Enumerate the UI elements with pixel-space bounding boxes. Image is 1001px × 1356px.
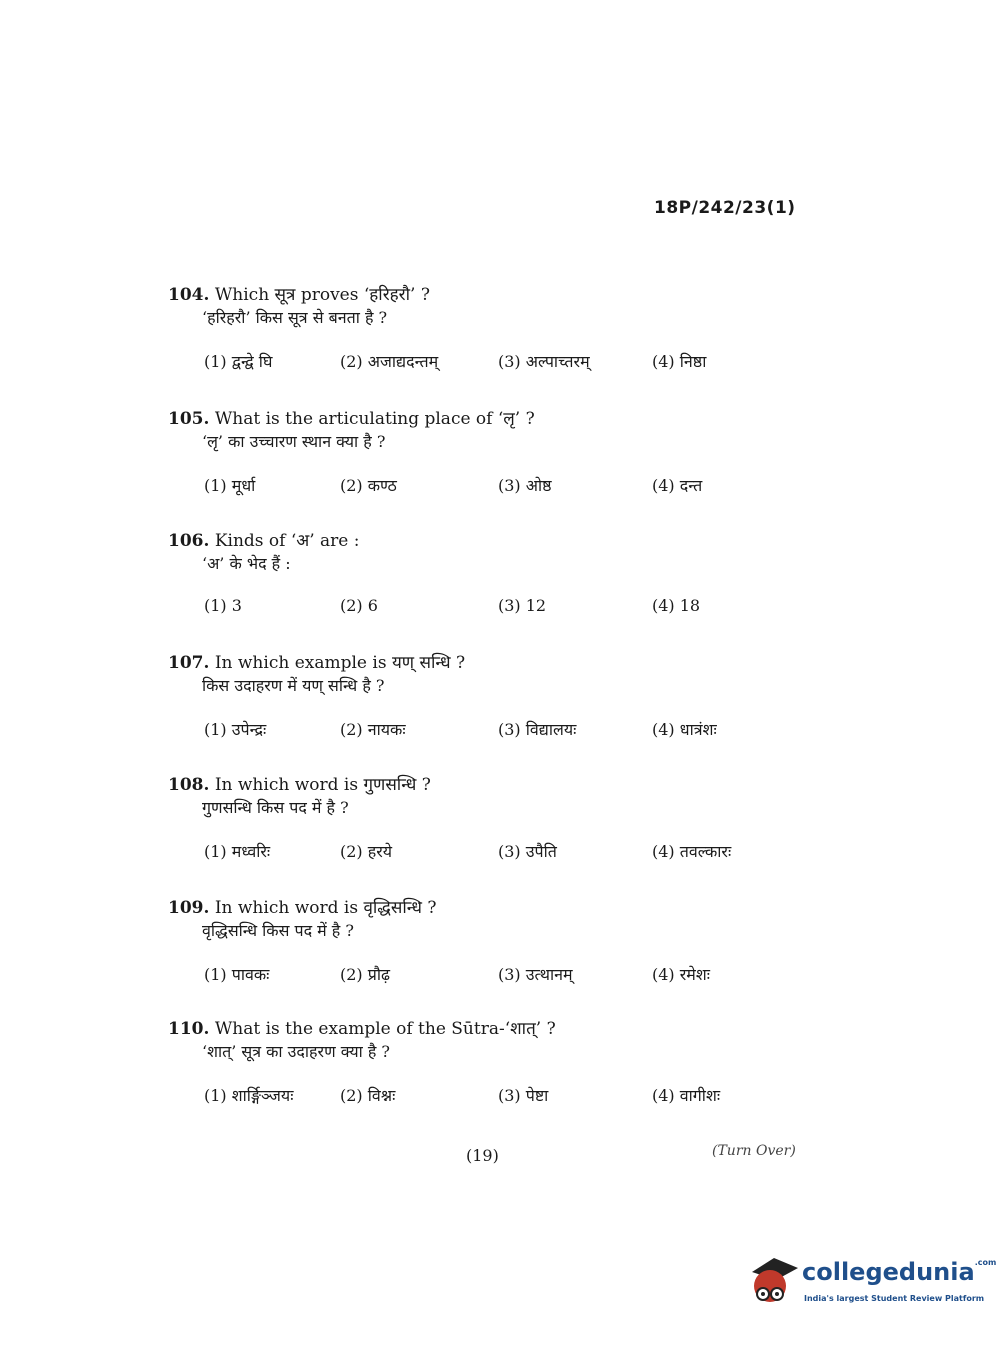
option-4: (4) वागीशः <box>652 1086 721 1105</box>
option-3: (3) ओष्ठ <box>498 476 552 495</box>
question-number: 105. <box>168 409 210 429</box>
brand-name: collegedunia <box>802 1258 975 1286</box>
option-2: (2) कण्ठ <box>340 476 397 495</box>
option-3: (3) पेष्टा <box>498 1086 549 1105</box>
question-text-hi: किस उदाहरण में यण् सन्धि है ? <box>202 676 385 695</box>
option-2: (2) प्रौढ़ <box>340 965 391 984</box>
option-1: (1) 3 <box>204 596 242 615</box>
question-number: 110. <box>168 1019 210 1039</box>
turn-over-note: (Turn Over) <box>712 1143 796 1159</box>
question-text-hi: ‘अ’ के भेद हैं : <box>202 554 291 573</box>
question-text-en: In which example is यण् सन्धि ? <box>214 653 466 673</box>
option-3: (3) उत्थानम् <box>498 965 573 984</box>
question-text-hi: गुणसन्धि किस पद में है ? <box>202 798 349 817</box>
collegedunia-watermark <box>744 1250 997 1312</box>
option-2: (2) विश्नः <box>340 1086 396 1105</box>
question-number: 106. <box>168 531 210 551</box>
mascot-icon <box>744 1250 800 1312</box>
question-text-en: In which word is वृद्धिसन्धि ? <box>214 898 437 918</box>
option-4: (4) निष्ठा <box>652 352 707 371</box>
question-text-en: Which सूत्र proves ‘हरिहरौ’ ? <box>214 285 430 305</box>
option-1: (1) द्वन्द्वे घि <box>204 352 273 371</box>
question-text-hi: ‘हरिहरौ’ किस सूत्र से बनता है ? <box>202 308 388 327</box>
brand-tagline: India's largest Student Review Platform <box>804 1294 985 1303</box>
question-text-en: Kinds of ‘अ’ are : <box>214 531 360 551</box>
option-1: (1) मध्वरिः <box>204 842 271 861</box>
option-4: (4) धात्रंशः <box>652 720 717 739</box>
option-4: (4) दन्त <box>652 476 703 495</box>
option-2: (2) हरये <box>340 842 393 861</box>
question-text-hi: ‘शात्’ सूत्र का उदाहरण क्या है ? <box>202 1042 390 1061</box>
option-4: (4) तवल्कारः <box>652 842 732 861</box>
question-text-hi: वृद्धिसन्धि किस पद में है ? <box>202 921 354 940</box>
option-1: (1) शार्ङ्गिञ्जयः <box>204 1086 294 1105</box>
question-text-hi: ‘लृ’ का उच्चारण स्थान क्या है ? <box>202 432 386 451</box>
option-3: (3) उपैति <box>498 842 557 861</box>
question-number: 108. <box>168 775 210 795</box>
option-2: (2) नायकः <box>340 720 406 739</box>
question-number: 109. <box>168 898 210 918</box>
brand-suffix: .com <box>974 1258 997 1267</box>
option-3: (3) 12 <box>498 596 547 615</box>
paper-code: 18P/242/23(1) <box>654 198 796 218</box>
option-2: (2) अजाद्यदन्तम् <box>340 352 439 371</box>
option-1: (1) पावकः <box>204 965 270 984</box>
option-1: (1) उपेन्द्रः <box>204 720 267 739</box>
option-4: (4) 18 <box>652 596 701 615</box>
option-3: (3) अल्पाच्तरम् <box>498 352 590 371</box>
page-number: (19) <box>466 1146 499 1165</box>
option-4: (4) रमेशः <box>652 965 710 984</box>
question-text-en: What is the example of the Sūtra-‘शात्’ ? <box>214 1019 556 1039</box>
option-2: (2) 6 <box>340 596 378 615</box>
question-text-en: What is the articulating place of ‘लृ’ ? <box>214 409 535 429</box>
option-1: (1) मूर्धा <box>204 476 256 495</box>
question-text-en: In which word is गुणसन्धि ? <box>214 775 431 795</box>
option-3: (3) विद्यालयः <box>498 720 577 739</box>
question-number: 107. <box>168 653 210 673</box>
question-number: 104. <box>168 285 210 305</box>
